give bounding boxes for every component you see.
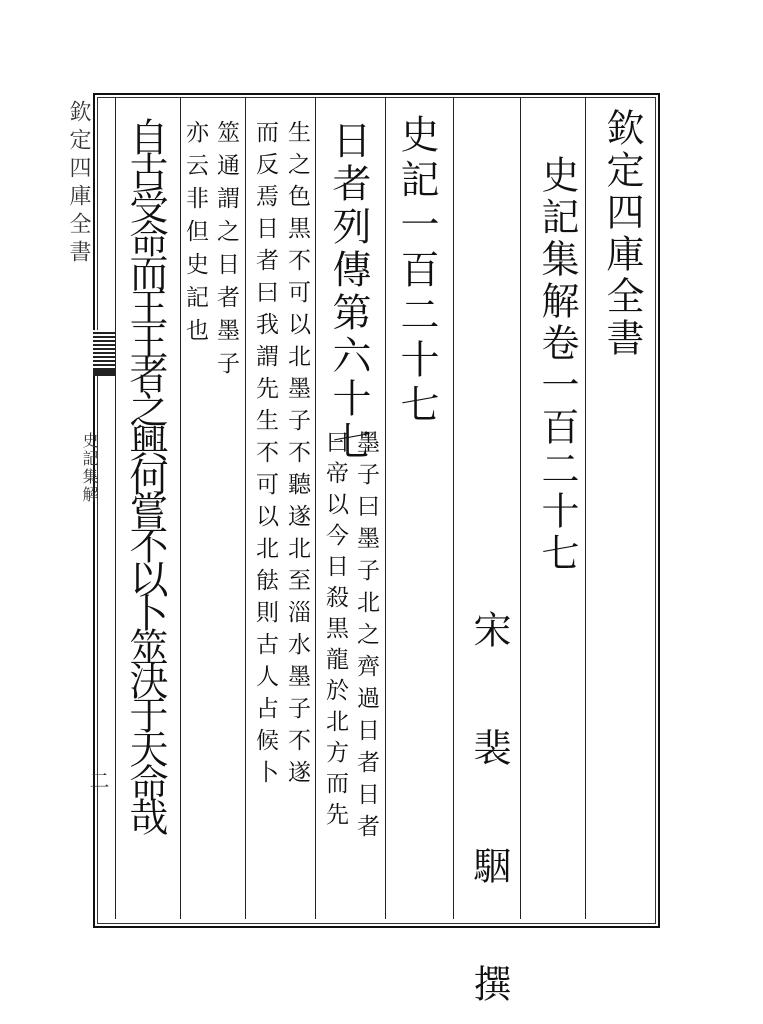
- commentary-line: 而反焉日者曰我謂先生不可以北䏻則古人占候卜: [252, 120, 278, 792]
- author-line: 宋 裴 駰 撰: [467, 610, 511, 1020]
- column-rule: [315, 97, 316, 919]
- gutter-volume-title: 史記集解: [80, 432, 99, 504]
- commentary-line: 墨子曰墨子北之齊過日者日者: [353, 430, 379, 846]
- commentary-line: 生之色黒不可以北墨子不聽遂北至淄水墨子不遂: [284, 120, 310, 792]
- column-rule: [180, 97, 181, 919]
- column-rule: [245, 97, 246, 919]
- column-rule: [385, 97, 386, 919]
- gutter-book-title: 欽定四庫全書: [66, 100, 91, 268]
- main-text-line: 自古受命而王王者之興何嘗不以卜筮決于天命哉: [123, 117, 168, 831]
- series-title: 欽定四庫全書: [600, 108, 644, 360]
- chapter-title: 日者列傳第六十七: [326, 120, 371, 464]
- gutter-fish-tail-ornament: [93, 330, 115, 370]
- commentary-line: 筮通謂之日者墨子: [213, 120, 239, 384]
- column-rule: [453, 97, 454, 919]
- gutter-fish-tail-bar: [93, 370, 115, 376]
- commentary-line: 曰帝以今日殺黒龍於北方而先: [322, 430, 348, 833]
- commentary-line: 亦云非但史記也: [182, 120, 208, 351]
- column-rule: [115, 97, 116, 919]
- column-rule: [585, 97, 586, 919]
- column-rule: [520, 97, 521, 919]
- chapter-number: 史記一百二十七: [394, 114, 439, 429]
- book-volume-title: 史記集解卷一百二十七: [535, 155, 579, 575]
- gutter-page-number: 二: [86, 770, 110, 790]
